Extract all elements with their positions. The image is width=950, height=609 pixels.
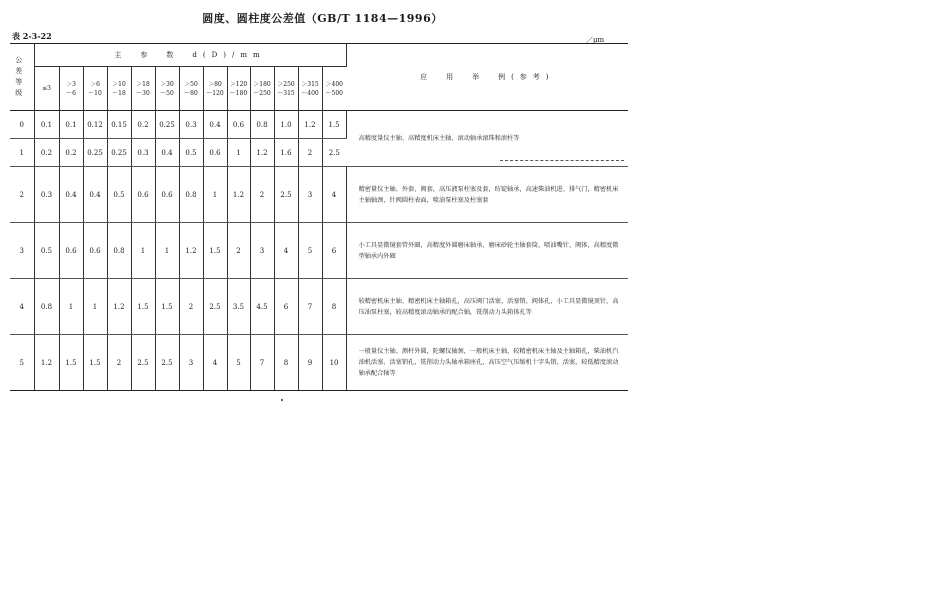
size-range-lower: ＞3 [66, 80, 76, 88]
tolerance-value-cell: 2.5 [274, 167, 298, 223]
application-example-cell: 精密量仪主轴、外套、阀套，高压液泵柱塞及套，纺锭轴承，高速柴油机进、排气门，精密机床主轴轴颈，针阀圆柱表面，喷油泵柱塞及柱塞套 [346, 167, 628, 223]
size-range-header [179, 67, 203, 111]
size-range-upper: ～250 [253, 89, 271, 97]
tolerance-value-cell: 2 [179, 279, 203, 335]
tolerance-value-cell: 0.4 [155, 139, 179, 167]
table-row [10, 335, 628, 391]
tolerance-value-cell: 1.5 [83, 335, 107, 391]
tolerance-value-cell: 0.8 [34, 279, 59, 335]
tolerance-value-cell: 1 [59, 279, 83, 335]
unit-label: ／μm [586, 36, 605, 44]
size-range-lower: ＞400 [325, 80, 343, 88]
tolerance-value-cell: 0.8 [179, 167, 203, 223]
tolerance-table [10, 43, 628, 391]
tolerance-value-cell: 2 [227, 223, 250, 279]
size-range-lower: ＞10 [112, 80, 126, 88]
tolerance-value-cell: 0.3 [179, 111, 203, 139]
size-range-upper: ～6 [66, 89, 76, 97]
tolerance-value-cell: 2.5 [322, 139, 346, 167]
tolerance-value-cell: 1.5 [59, 335, 83, 391]
tolerance-value-cell: 1.0 [274, 111, 298, 139]
tolerance-value-cell: 0.8 [250, 111, 274, 139]
tolerance-value-cell: 1.5 [322, 111, 346, 139]
tolerance-value-cell: 0.2 [59, 139, 83, 167]
size-range-lower: ＞180 [253, 80, 271, 88]
size-range-header [59, 67, 83, 111]
stray-mark [281, 399, 283, 401]
table-row [10, 279, 628, 335]
grade-cell: 1 [10, 139, 34, 167]
tolerance-value-cell: 2.5 [203, 279, 227, 335]
dashed-divider [500, 160, 624, 161]
tolerance-value-cell: 4 [322, 167, 346, 223]
tolerance-value-cell: 5 [298, 223, 322, 279]
tolerance-value-cell: 0.5 [179, 139, 203, 167]
tolerance-value-cell: 8 [274, 335, 298, 391]
tolerance-value-cell: 2 [107, 335, 131, 391]
size-range-upper: ～180 [229, 89, 248, 97]
tolerance-value-cell: 1.6 [274, 139, 298, 167]
application-example-cell: 小工具显微镜套管外圈，高精度外圆磨床轴承，磨床砂轮主轴套筒，喷油嘴针、阀体，高精度微型轴承内外圈 [346, 223, 628, 279]
tolerance-value-cell: 1 [83, 279, 107, 335]
size-range-header [203, 67, 227, 111]
size-range-upper: ～400 [301, 89, 319, 97]
size-range-upper: ～30 [136, 89, 150, 97]
tolerance-value-cell: 3 [298, 167, 322, 223]
tolerance-value-cell: 0.6 [227, 111, 250, 139]
grade-cell: 4 [10, 279, 34, 335]
main-parameter-header: 主 参 数 d(D)/mm [34, 44, 346, 67]
tolerance-value-cell: 7 [298, 279, 322, 335]
tolerance-value-cell: 8 [322, 279, 346, 335]
tolerance-value-cell: 0.6 [131, 167, 155, 223]
size-range-lower: ＞80 [208, 80, 222, 88]
size-range-upper: ～10 [88, 89, 102, 97]
tolerance-value-cell: 1.2 [179, 223, 203, 279]
page-title: 圆度、圆柱度公差值（GB/T 1184—1996） [202, 12, 443, 25]
size-range-header [83, 67, 107, 111]
size-range-lower: ＞315 [301, 80, 319, 88]
size-range-upper: ～500 [325, 89, 343, 97]
tolerance-value-cell: 0.3 [131, 139, 155, 167]
tolerance-value-cell: 1.2 [250, 139, 274, 167]
tolerance-value-cell: 0.1 [59, 111, 83, 139]
size-range-header [34, 67, 59, 111]
tolerance-value-cell: 1.5 [155, 279, 179, 335]
tolerance-value-cell: 0.1 [34, 111, 59, 139]
tolerance-value-cell: 1.2 [298, 111, 322, 139]
tolerance-value-cell: 0.25 [83, 139, 107, 167]
tolerance-value-cell: 2.5 [155, 335, 179, 391]
tolerance-value-cell: 3 [179, 335, 203, 391]
tolerance-value-cell: 1.2 [227, 167, 250, 223]
size-range-lower: ＞50 [184, 80, 198, 88]
tolerance-value-cell: 0.5 [34, 223, 59, 279]
tolerance-value-cell: 0.2 [34, 139, 59, 167]
tolerance-value-cell: 10 [322, 335, 346, 391]
tolerance-value-cell: 1 [203, 167, 227, 223]
tolerance-value-cell: 9 [298, 335, 322, 391]
size-range-header [227, 67, 250, 111]
size-range-header [250, 67, 274, 111]
table-row [10, 223, 628, 279]
size-range-lower: ＞30 [160, 80, 174, 88]
tolerance-value-cell: 0.4 [203, 111, 227, 139]
tolerance-value-cell: 6 [274, 279, 298, 335]
application-header: 应 用 举 例(参考) [346, 44, 628, 111]
grade-header: 公差等级 [10, 44, 34, 111]
tolerance-value-cell: 0.6 [59, 223, 83, 279]
grade-cell: 0 [10, 111, 34, 139]
tolerance-value-cell: 0.6 [83, 223, 107, 279]
tolerance-value-cell: 0.6 [155, 167, 179, 223]
tolerance-value-cell: 5 [227, 335, 250, 391]
tolerance-value-cell: 0.2 [131, 111, 155, 139]
tolerance-value-cell: 1 [155, 223, 179, 279]
size-range-lower: ≤3 [42, 85, 51, 92]
grade-cell: 5 [10, 335, 34, 391]
application-example-cell: 一般量仪主轴、测杆外圆，陀螺仪轴颈，一般机床主轴，较精密机床主轴及主轴箱孔，柴油机汽油机活塞、活塞销孔，铣削动力头轴承箱座孔，高压空气压缩机十字头销、活塞，较低精度滚动轴承配合轴等 [346, 335, 628, 391]
size-range-upper: ～18 [112, 89, 126, 97]
size-range-header [155, 67, 179, 111]
table-number: 表 2-3-22 [12, 31, 52, 41]
size-range-lower: ＞250 [277, 80, 295, 88]
application-example-cell: 高精度量仪主轴、高精度机床主轴、滚动轴承滚珠和滚柱等 [346, 111, 628, 167]
tolerance-value-cell: 0.12 [83, 111, 107, 139]
tolerance-value-cell: 0.6 [203, 139, 227, 167]
tolerance-value-cell: 7 [250, 335, 274, 391]
size-range-upper: ～120 [206, 89, 224, 97]
tolerance-value-cell: 0.25 [107, 139, 131, 167]
size-range-upper: ～80 [184, 89, 198, 97]
tolerance-value-cell: 2 [298, 139, 322, 167]
tolerance-value-cell: 0.3 [34, 167, 59, 223]
tolerance-value-cell: 0.15 [107, 111, 131, 139]
tolerance-value-cell: 1.2 [34, 335, 59, 391]
size-range-lower: ＞6 [90, 80, 100, 88]
tolerance-value-cell: 3 [250, 223, 274, 279]
grade-cell: 3 [10, 223, 34, 279]
tolerance-value-cell: 6 [322, 223, 346, 279]
tolerance-value-cell: 2 [250, 167, 274, 223]
size-range-lower: ＞120 [229, 80, 248, 88]
size-range-header [298, 67, 322, 111]
tolerance-value-cell: 4 [203, 335, 227, 391]
tolerance-value-cell: 1.5 [131, 279, 155, 335]
size-range-lower: ＞18 [136, 80, 150, 88]
tolerance-value-cell: 0.25 [155, 111, 179, 139]
table-row [10, 111, 628, 139]
tolerance-value-cell: 0.4 [83, 167, 107, 223]
tolerance-value-cell: 4 [274, 223, 298, 279]
tolerance-value-cell: 4.5 [250, 279, 274, 335]
size-range-header [274, 67, 298, 111]
tolerance-value-cell: 1.5 [203, 223, 227, 279]
size-range-upper: ～50 [160, 89, 174, 97]
tolerance-value-cell: 1 [131, 223, 155, 279]
table-body [10, 111, 628, 391]
tolerance-value-cell: 0.5 [107, 167, 131, 223]
size-range-header [131, 67, 155, 111]
size-range-header [107, 67, 131, 111]
grade-cell: 2 [10, 167, 34, 223]
size-range-upper: ～315 [277, 89, 295, 97]
tolerance-value-cell: 1 [227, 139, 250, 167]
tolerance-value-cell: 0.4 [59, 167, 83, 223]
tolerance-value-cell: 1.2 [107, 279, 131, 335]
application-example-cell: 较精密机床主轴、精密机床主轴箱孔，高压阀门活塞、活塞销、阀体孔，小工具显微镜顶针，高压油泵柱塞，较高精度滚动轴承的配合轴，铣削动力头箱体孔等 [346, 279, 628, 335]
table-row [10, 167, 628, 223]
size-range-header [322, 67, 346, 111]
tolerance-value-cell: 3.5 [227, 279, 250, 335]
tolerance-value-cell: 2.5 [131, 335, 155, 391]
tolerance-value-cell: 0.8 [107, 223, 131, 279]
